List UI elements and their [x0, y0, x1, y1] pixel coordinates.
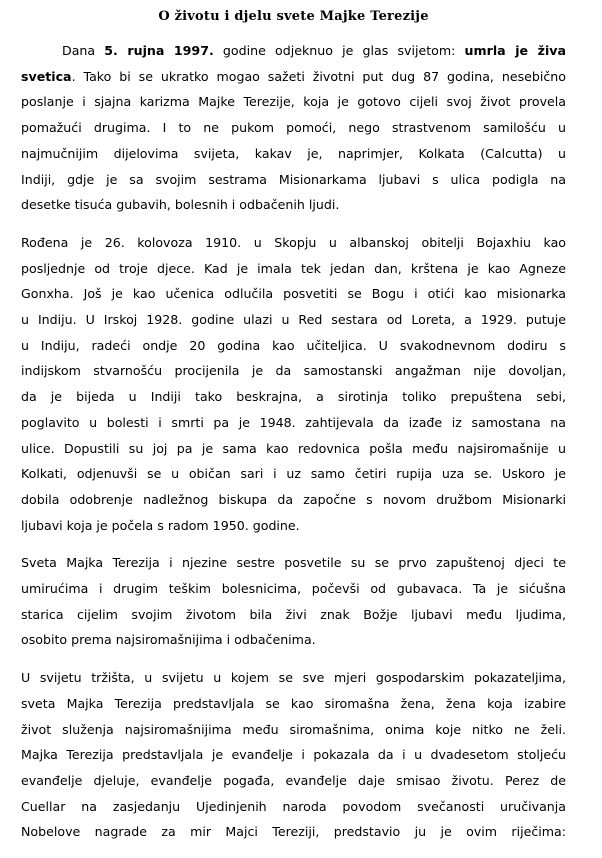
document-title: O životu i djelu svete Majke Terezije [158, 9, 429, 24]
paragraph-line: Nobelove nagrade za mir Majci Tereziji, predstavio ju je ovim riječima: [21, 824, 566, 840]
paragraph-line: osobito prema najsiromašnijima i odbačenima. [21, 632, 316, 648]
paragraph-line: Sveta Majka Terezija i njezine sestre posvetile su se prvo zapuštenoj djeci te [21, 555, 566, 571]
paragraph-line: ulice. Dopustili su joj pa je sama kao redovnica pošla među najsiromašnije u [21, 440, 566, 456]
phrase-emphasis: svetica [21, 68, 72, 84]
paragraph-line: Rođena je 26. kolovoza 1910. u Skopju u albanskoj obitelji Bojaxhiu kao [21, 234, 566, 250]
paragraph-line: Kolkati, odjenuvši se u običan sari i uz samo četiri rupija uza se. Uskoro je [21, 466, 566, 482]
paragraph-line: Gonxha. Još je kao učenica odlučila posvetiti se Bogu i otići kao misionarka [21, 286, 566, 302]
paragraph-3 [21, 550, 566, 653]
paragraph-line: starica cijelim svojim životom bila živi znak Božje ljubavi među ljudima, [21, 606, 566, 622]
paragraph-line: indijskom stvarnošću procijenila je da samostanski angažman nije dovoljan, [21, 363, 566, 379]
paragraph-line: U svijetu tržišta, u svijetu u kojem se sve mjeri gospodarskim pokazateljima, [21, 670, 566, 686]
paragraph-line: desetke tisuća gubavih, bolesnih i odbačenih ljudi. [21, 197, 340, 213]
paragraph-line: umirućima i drugim teškim bolesnicima, počevši od gubavaca. Ta je sićušna [21, 581, 566, 597]
paragraph-line: posljednje od troje djece. Kad je imala tek jedan dan, krštena je kao Agneze [21, 260, 566, 276]
paragraph-line: Majka Terezija predstavljala je evanđelje i pokazala da i u dvadesetom stoljeću [21, 747, 566, 763]
text-run: . Tako bi se ukratko mogao sažeti životni put dug 87 godina, nesebično [71, 68, 566, 84]
paragraph-line: dobila odobrenje nadležnog biskupa da započne s novom družbom Misionarki [21, 491, 566, 507]
paragraph-line [21, 64, 566, 90]
paragraph-line: Indiji, gdje je sa svojim sestrama Misionarkama ljubavi s ulica podigla na [21, 171, 566, 187]
paragraph-line: evanđelje djeluje, evanđelje pogađa, evanđelje daje smisao životu. Perez de [21, 772, 566, 788]
paragraph-line: sveta Majka Terezija predstavljala se kao siromašna žena, žena koja izabire [21, 695, 566, 711]
document-page [21, 0, 566, 845]
paragraph-2 [21, 230, 566, 538]
date-emphasis: 5. rujna 1997. [104, 43, 214, 58]
paragraph-line: poslanje i sjajna karizma Majke Terezije, koja je gotovo cijeli svoj život provela [21, 94, 566, 110]
paragraph-line: Cuellar na zasjedanju Ujedinjenih naroda povodom svečanosti uručivanja [21, 798, 566, 814]
paragraph-line: poglavito u bolesti i smrti pa je 1948. zahtijevala da izađe iz samostana na [21, 414, 566, 430]
paragraph-1 [21, 38, 566, 218]
paragraph-line: pomažući drugima. I to ne pukom pomoći, nego strastvenom samilošću u [21, 120, 566, 136]
paragraph-line: ljubavi koja je počela s radom 1950. godine. [21, 517, 300, 533]
paragraph-line: da je bijeda u Indiji tako beskrajna, a sirotinja toliko prepuštena sebi, [21, 389, 566, 405]
paragraph-line: u Indiju. U Irskoj 1928. godine ulazi u Red sestara od Loreta, a 1929. putuje [21, 312, 566, 328]
paragraph-line [21, 38, 566, 64]
text-run: Dana [62, 43, 105, 58]
phrase-emphasis: umrla je živa [464, 43, 566, 58]
paragraph-line: najmučnijim dijelovima svijeta, kakav je, naprimjer, Kolkata (Calcutta) u [21, 145, 566, 161]
text-run: godine odjeknuo je glas svijetom: [213, 43, 465, 58]
paragraph-line: život služenja najsiromašnijima među siromašnima, onima koje nitko ne želi. [21, 721, 566, 737]
paragraph-line: u Indiju, radeći ondje 20 godina kao učiteljica. U svakodnevnom dodiru s [21, 337, 566, 353]
paragraph-4 [21, 665, 566, 845]
